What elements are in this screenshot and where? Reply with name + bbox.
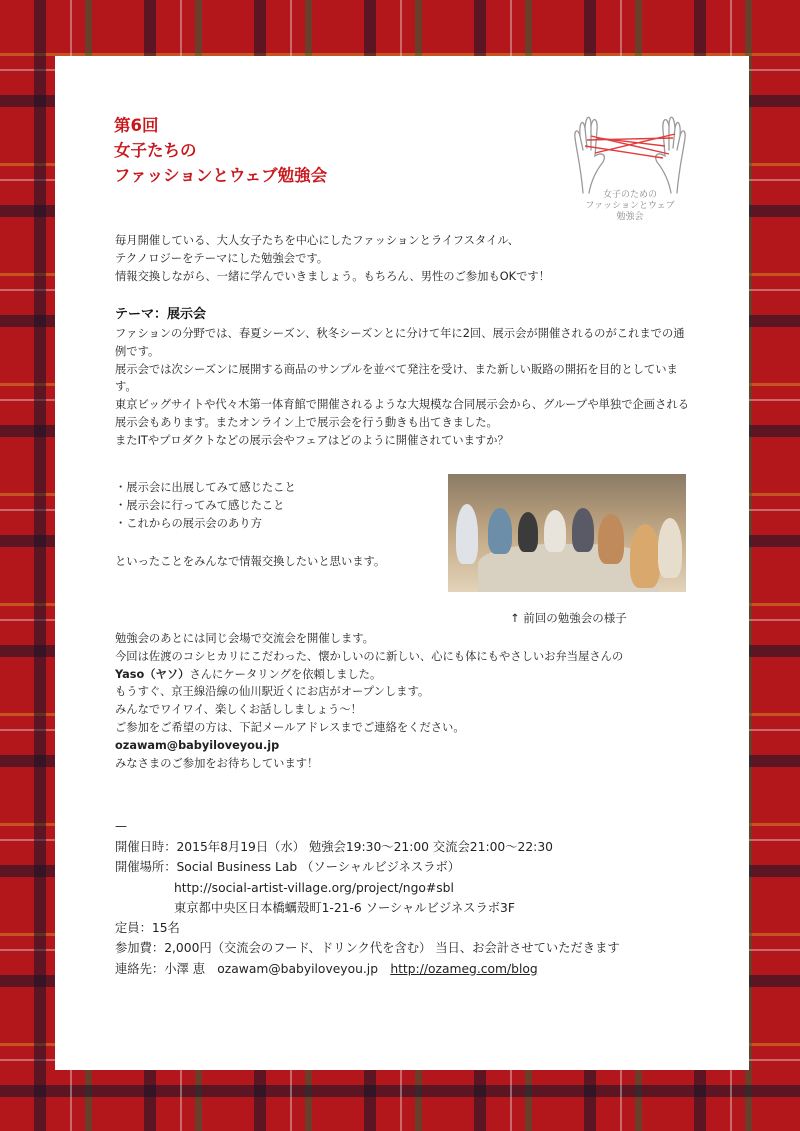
party-line-8: みなさまのご参加をお待ちしています！ xyxy=(115,756,319,770)
intro-line-1: 毎月開催している、大人女子たちを中心にしたファッションとライフスタイル、 xyxy=(115,234,519,247)
photo-caption: ↑ 前回の勉強会の様子 xyxy=(510,611,627,625)
logo-caption-line-3: 勉強会 xyxy=(616,212,644,222)
hands-string-logo xyxy=(565,98,695,228)
info-contact-prefix: 連絡先：小澤 恵 ozawam@babyiloveyou.jp xyxy=(115,961,391,976)
party-line-1: 勉強会のあとには同じ会場で交流会を開催します。 xyxy=(115,632,374,645)
divider: — xyxy=(115,819,127,833)
photo-person xyxy=(572,508,594,552)
hands-icon xyxy=(565,98,695,198)
event-title xyxy=(114,113,327,188)
flyer-sheet xyxy=(55,56,749,1070)
theme-text xyxy=(115,325,690,450)
blog-link[interactable]: http://ozameg.com/blog xyxy=(390,961,538,976)
info-contact xyxy=(115,959,620,979)
info-venue-url[interactable]: http://social-artist-village.org/project/ngo#sbl xyxy=(174,880,454,895)
photo-person xyxy=(544,510,566,552)
photo-person xyxy=(598,514,624,564)
logo-caption-line-1: 女子のための xyxy=(602,190,657,200)
theme-paragraph-3: 東京ビッグサイトや代々木第一体育館で開催されるような大規模な合同展示会から、グループや単独で企画される展示会もあります。またオンライン上で展示会を行う動きも出てきました。 xyxy=(115,398,689,429)
title-line-3: ファッションとウェブ勉強会 xyxy=(114,166,328,185)
caterer-name: Yaso（ヤソ） xyxy=(115,667,190,681)
title-line-2: 女子たちの xyxy=(114,141,197,160)
title-line-1: 第6回 xyxy=(114,116,159,135)
logo-caption-line-2: ファッションとウェブ xyxy=(585,201,675,211)
info-capacity: 定員：15名 xyxy=(115,921,180,936)
info-date: 開催日時：2015年8月19日（水） 勉強会19:30〜21:00 交流会21:00〜22:30 xyxy=(115,840,553,854)
bullet-item: ・展示会に行ってみて感じたこと xyxy=(115,498,285,512)
party-line-3-rest: さんにケータリングを依頼しました。 xyxy=(189,667,382,681)
event-photo xyxy=(448,474,686,592)
logo-caption xyxy=(565,190,695,223)
photo-person xyxy=(630,524,660,588)
info-venue-address: 東京都中央区日本橋蠣殻町1-21-6 ソーシャルビジネスラボ3F xyxy=(174,900,515,915)
party-line-3 xyxy=(115,666,623,684)
theme-paragraph-2: 展示会では次シーズンに展開する商品のサンプルを並べて発注を受け、また新しい販路の開拓を目的としています。 xyxy=(115,362,678,394)
party-line-2: 今回は佐渡のコシヒカリにこだわった、懐かしいのに新しい、心にも体にもやさしいお弁当屋さんの xyxy=(115,649,624,663)
party-line-5: みんなでワイワイ、楽しくお話ししましょう〜！ xyxy=(115,703,362,717)
info-venue: 開催場所：Social Business Lab （ソーシャルビジネスラボ） xyxy=(115,860,461,875)
contact-email[interactable]: ozawam@babyiloveyou.jp xyxy=(115,738,280,752)
photo-person xyxy=(456,504,478,564)
photo-person xyxy=(658,518,682,578)
theme-paragraph-4: またITやプロダクトなどの展示会やフェアはどのように開催されていますか？ xyxy=(115,433,509,447)
intro-line-2: テクノロジーをテーマにした勉強会です。 xyxy=(115,251,329,265)
bullets-outro xyxy=(115,553,385,571)
bullets-outro-text: といったことをみんなで情報交換したいと思います。 xyxy=(115,555,386,568)
theme-paragraph-1: ファションの分野では、春夏シーズン、秋冬シーズンとに分けて年に2回、展示会が開催されるのがこれまでの通例です。 xyxy=(115,327,685,358)
bullet-item: ・これからの展示会のあり方 xyxy=(115,516,262,530)
party-line-6: ご参加をご希望の方は、下記メールアドレスまでご連絡をください。 xyxy=(115,720,465,734)
event-info xyxy=(115,837,620,979)
info-fee: 参加費：2,000円（交流会のフード、ドリンク代を含む） 当日、お会計させていただきます xyxy=(115,941,620,956)
party-line-4: もうすぐ、京王線沿線の仙川駅近くにお店がオープンします。 xyxy=(115,685,430,699)
bullet-list xyxy=(115,479,296,532)
intro-line-3: 情報交換しながら、一緒に学んでいきましょう。もちろん、男性のご参加もOKです！ xyxy=(115,269,550,283)
intro-text xyxy=(115,232,550,285)
theme-heading: テーマ：展示会 xyxy=(115,307,207,322)
photo-person xyxy=(488,508,512,554)
photo-person xyxy=(518,512,538,552)
bullet-item: ・展示会に出展してみて感じたこと xyxy=(115,481,296,494)
party-text xyxy=(115,630,623,772)
